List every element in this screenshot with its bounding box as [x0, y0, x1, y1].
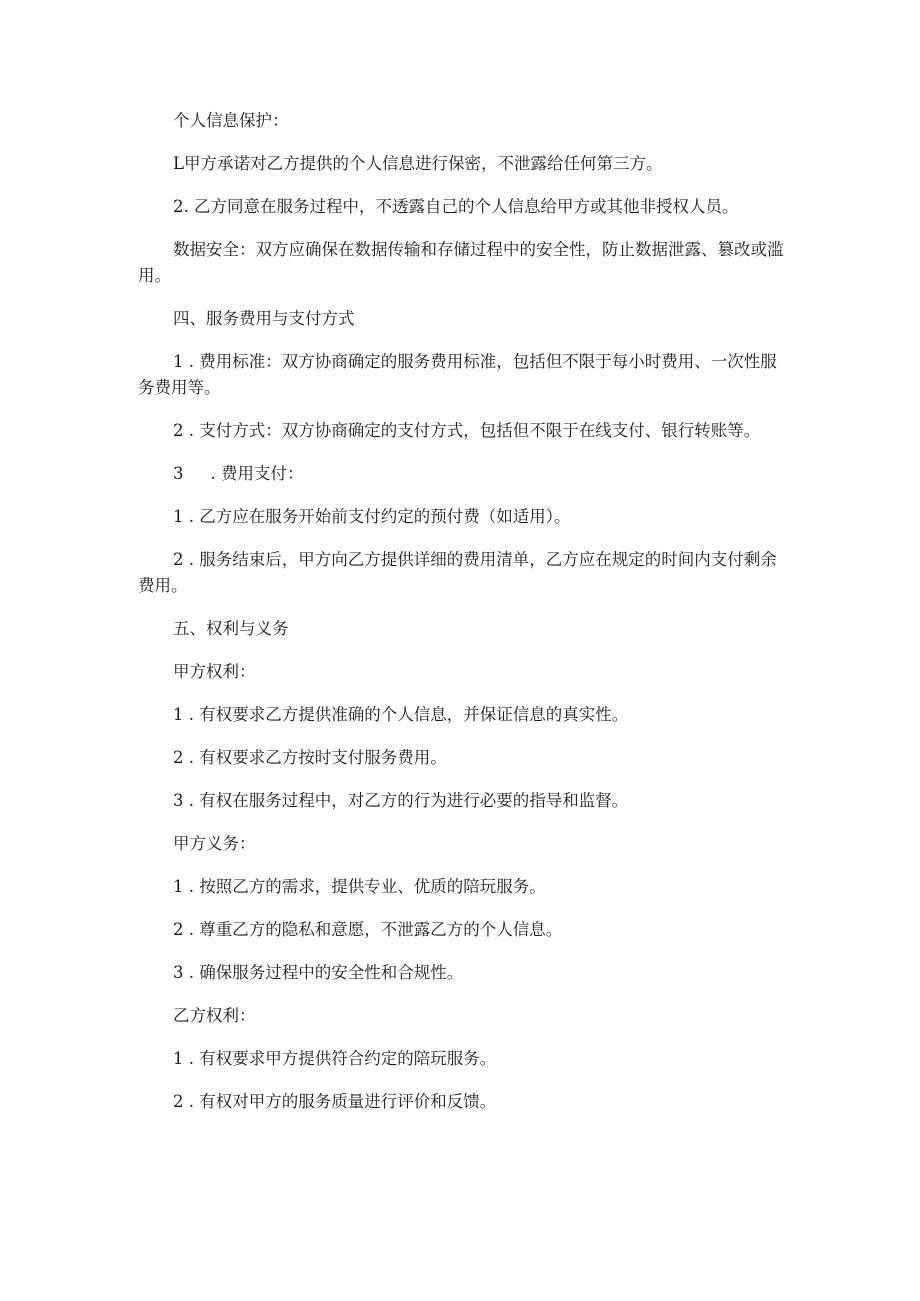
subheading-party-b-rights: 乙方权利： — [173, 1006, 256, 1025]
paragraph: 2 . 服务结束后，甲方向乙方提供详细的费用清单，乙方应在规定的时间内支付剩余费用。 — [138, 550, 777, 595]
document-body — [138, 108, 788, 1132]
paragraph: 3 . 费用支付： — [173, 464, 304, 483]
section-heading-fees-payment: 四、服务费用与支付方式 — [173, 309, 355, 328]
section-heading-rights-obligations: 五、权利与义务 — [173, 619, 289, 638]
paragraph: 1 . 费用标准：双方协商确定的服务费用标准，包括但不限于每小时费用、一次性服务费用等。 — [138, 352, 777, 397]
paragraph-data-security: 数据安全：双方应确保在数据传输和存储过程中的安全性，防止数据泄露、篡改或滥用。 — [138, 240, 784, 285]
heading-personal-info-protection: 个人信息保护： — [173, 111, 289, 130]
paragraph: 2. 乙方同意在服务过程中，不透露自己的个人信息给甲方或其他非授权人员。 — [173, 197, 739, 216]
paragraph: 1 . 有权要求甲方提供符合约定的陪玩服务。 — [173, 1049, 497, 1068]
paragraph: 1 . 有权要求乙方提供准确的个人信息，并保证信息的真实性。 — [173, 705, 629, 724]
subheading-party-a-rights: 甲方权利： — [173, 662, 256, 681]
paragraph: 2 . 有权要求乙方按时支付服务费用。 — [173, 748, 447, 767]
paragraph: 2 . 支付方式：双方协商确定的支付方式，包括但不限于在线支付、银行转账等。 — [173, 421, 761, 440]
paragraph: 3 . 确保服务过程中的安全性和合规性。 — [173, 963, 464, 982]
subheading-party-a-obligations: 甲方义务： — [173, 834, 256, 853]
paragraph: L甲方承诺对乙方提供的个人信息进行保密，不泄露给任何第三方。 — [173, 154, 663, 173]
paragraph: 3 . 有权在服务过程中，对乙方的行为进行必要的指导和监督。 — [173, 791, 629, 810]
paragraph: 2 . 有权对甲方的服务质量进行评价和反馈。 — [173, 1092, 497, 1111]
paragraph: 1 . 按照乙方的需求，提供专业、优质的陪玩服务。 — [173, 877, 546, 896]
paragraph: 2 . 尊重乙方的隐私和意愿，不泄露乙方的个人信息。 — [173, 920, 563, 939]
paragraph: 1 . 乙方应在服务开始前支付约定的预付费（如适用）。 — [173, 507, 571, 526]
